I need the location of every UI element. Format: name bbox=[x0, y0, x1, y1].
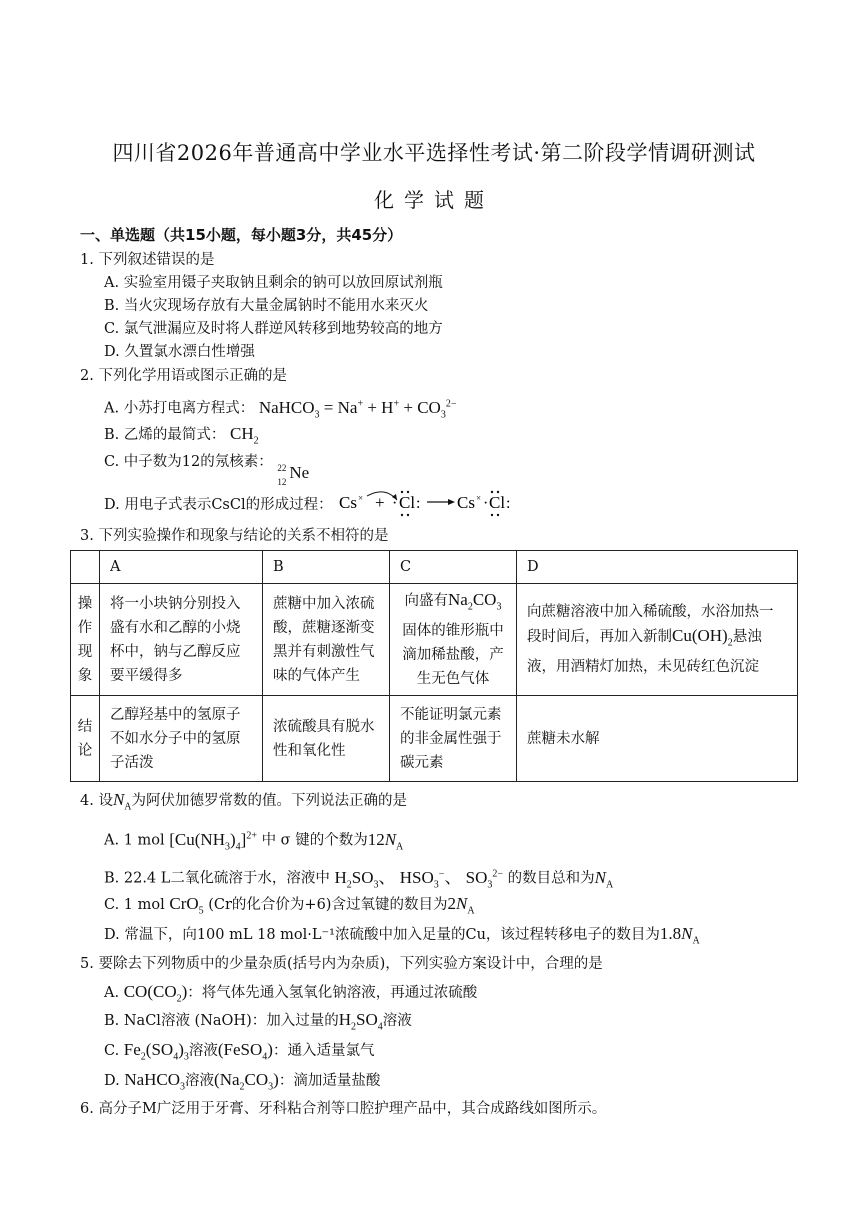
q4-option-b: B. 22.4 L二氧化硫溶于水，溶液中 $H_2SO_3$、 $HSO_3^-$、 $SO_3^{2-}$ 的数目总和为$N_A$ bbox=[104, 867, 614, 891]
q3-op-c: 向盛有$Na_2CO_3$固体的锥形瓶中滴加稀盐酸，产生无色气体 bbox=[390, 584, 517, 696]
cuoh2-formula: $Cu(OH)_2$ bbox=[672, 626, 733, 649]
q2-option-a-text: A. 小苏打电离方程式： bbox=[104, 400, 255, 417]
q4-stem: 4. 设$N_A$为阿伏加德罗常数的值。下列说法正确的是 bbox=[80, 790, 408, 813]
svg-text:·: · bbox=[392, 495, 398, 512]
svg-text:+: + bbox=[375, 493, 385, 512]
svg-text:Cs: Cs bbox=[339, 493, 358, 512]
q3-header-a: A bbox=[100, 551, 263, 584]
sulfur-species: $H_2SO_3$、 $HSO_3^-$、 $SO_3^{2-}$ bbox=[334, 867, 504, 891]
q3-conc-b: 浓硫酸具有脱水性和氧化性 bbox=[263, 696, 390, 782]
q3-conc-a: 乙醇羟基中的氢原子不如水分子中的氢原子活泼 bbox=[100, 696, 263, 782]
q2-option-d bbox=[104, 488, 537, 518]
cscl-electron-formula bbox=[337, 488, 537, 518]
q3-conclusion-row bbox=[71, 696, 798, 782]
svg-text:Cl: Cl bbox=[489, 493, 506, 512]
q1-option-d: D. 久置氯水漂白性增强 bbox=[104, 344, 255, 360]
svg-text:×: × bbox=[358, 493, 364, 503]
svg-text:Cs: Cs bbox=[457, 493, 476, 512]
q2-option-b bbox=[104, 424, 259, 451]
q3-op-b: 蔗糖中加入浓硫酸，蔗糖逐渐变黑并有刺激性气味的气体产生 bbox=[263, 584, 390, 696]
q2-option-c-text: C. 中子数为12的氖核素： bbox=[104, 454, 273, 470]
copper-ammine-complex: $[Cu(NH_3)_4]^{2+}$ bbox=[169, 829, 257, 853]
q6-stem: 6. 高分子M广泛用于牙膏、牙科粘合剂等口腔护理产品中，其合成路线如图所示。 bbox=[80, 1101, 607, 1117]
q2-option-c: C. 中子数为12的氖核素： 22 12 Ne bbox=[104, 454, 310, 487]
q3-op-d: 向蔗糖溶液中加入稀硫酸，水浴加热一段时间后，再加入新制$Cu(OH)_2$悬浊液，用酒精灯加热，未见砖红色沉淀 bbox=[517, 584, 798, 696]
ch2-formula: $CH_2$ bbox=[229, 424, 259, 447]
q3-header-d: D bbox=[517, 551, 798, 584]
fe2so43-formula: $Fe_2(SO_4)_3$ bbox=[123, 1040, 189, 1063]
q3-header-c: C bbox=[390, 551, 517, 584]
q5-option-d: D. NaHCO$_3$溶液$(Na_2CO_3)$：滴加适量盐酸 bbox=[104, 1070, 381, 1093]
na2co3-formula: $Na_2CO_3$ bbox=[448, 590, 502, 613]
q1-option-b: B. 当火灾现场存放有大量金属钠时不能用水来灭火 bbox=[104, 298, 429, 314]
q2-stem: 2. 下列化学用语或图示正确的是 bbox=[80, 368, 287, 384]
svg-text:·: · bbox=[483, 495, 489, 512]
nahco3-equation: NaHCO$_3$ = $Na^+ + H^+ + CO_3^{2-}$ bbox=[258, 397, 457, 421]
q3-table bbox=[70, 550, 798, 782]
q5-stem: 5. 要除去下列物质中的少量杂质(括号内为杂质)，下列实验方案设计中，合理的是 bbox=[80, 956, 603, 972]
q3-operation-row bbox=[71, 584, 798, 696]
q1-stem: 1. 下列叙述错误的是 bbox=[80, 252, 215, 268]
q1-option-c: C. 氯气泄漏应及时将人群逆风转移到地势较高的地方 bbox=[104, 321, 443, 337]
svg-text::: : bbox=[506, 495, 511, 512]
q4-option-d: D. 常温下，向100 mL 18 mol·L⁻¹浓硫酸中加入足量的Cu，该过程转移电子的数目为$1.8N_A$ bbox=[104, 924, 700, 947]
q2-option-b-text: B. 乙烯的最简式： bbox=[104, 427, 226, 443]
q5-option-c: C. $Fe_2(SO_4)_3$溶液(FeSO$_4$)：通入适量氯气 bbox=[104, 1040, 375, 1063]
q2-option-a bbox=[104, 394, 456, 425]
nahco3-formula: NaHCO$_3$ bbox=[124, 1070, 186, 1093]
svg-text::: : bbox=[416, 495, 421, 512]
q3-corner-cell bbox=[71, 551, 100, 584]
q4-option-a: A. 1 mol $[Cu(NH_3)_4]^{2+}$ 中 σ 键的个数为$12N_A$ bbox=[104, 829, 404, 853]
q1-option-a: A. 实验室用镊子夹取钠且剩余的钠可以放回原试剂瓶 bbox=[104, 275, 443, 291]
q5-option-a: A. $CO(CO_2)$：将气体先通入氢氧化钠溶液，再通过浓硫酸 bbox=[104, 982, 478, 1005]
q3-header-b: B bbox=[263, 551, 390, 584]
q3-op-a: 将一小块钠分别投入盛有水和乙醇的小烧杯中，钠与乙醇反应要平缓得多 bbox=[100, 584, 263, 696]
q5-option-b: B. NaCl溶液 (NaOH)：加入过量的$H_2SO_4$溶液 bbox=[104, 1010, 412, 1033]
q3-conc-c: 不能证明氯元素的非金属性强于碳元素 bbox=[390, 696, 517, 782]
q4-option-c: C. 1 mol CrO$_5$ (Cr的化合价为+6)含过氧键的数目为$2N_A$ bbox=[104, 894, 475, 917]
q3-conc-d: 蔗糖未水解 bbox=[517, 696, 798, 782]
q2-option-d-text: D. 用电子式表示CsCl的形成过程： bbox=[104, 497, 333, 513]
co-co2-formula: $CO(CO_2)$ bbox=[123, 982, 188, 1005]
svg-text:×: × bbox=[476, 493, 482, 503]
exam-title: 四川省2026年普通高中学业水平选择性考试·第二阶段学情调研测试 bbox=[112, 141, 756, 165]
section-heading: 一、单选题（共15小题，每小题3分，共45分） bbox=[80, 226, 403, 244]
q3-stem: 3. 下列实验操作和现象与结论的关系不相符的是 bbox=[80, 528, 389, 544]
q3-table-header-row bbox=[71, 551, 798, 584]
q3-operation-label: 操 作 现 象 bbox=[71, 584, 100, 696]
exam-subtitle: 化学试题 bbox=[374, 188, 494, 212]
q3-conclusion-label: 结 论 bbox=[71, 696, 100, 782]
svg-text:Cl: Cl bbox=[399, 493, 416, 512]
cro5-formula: CrO$_5$ bbox=[169, 894, 204, 917]
